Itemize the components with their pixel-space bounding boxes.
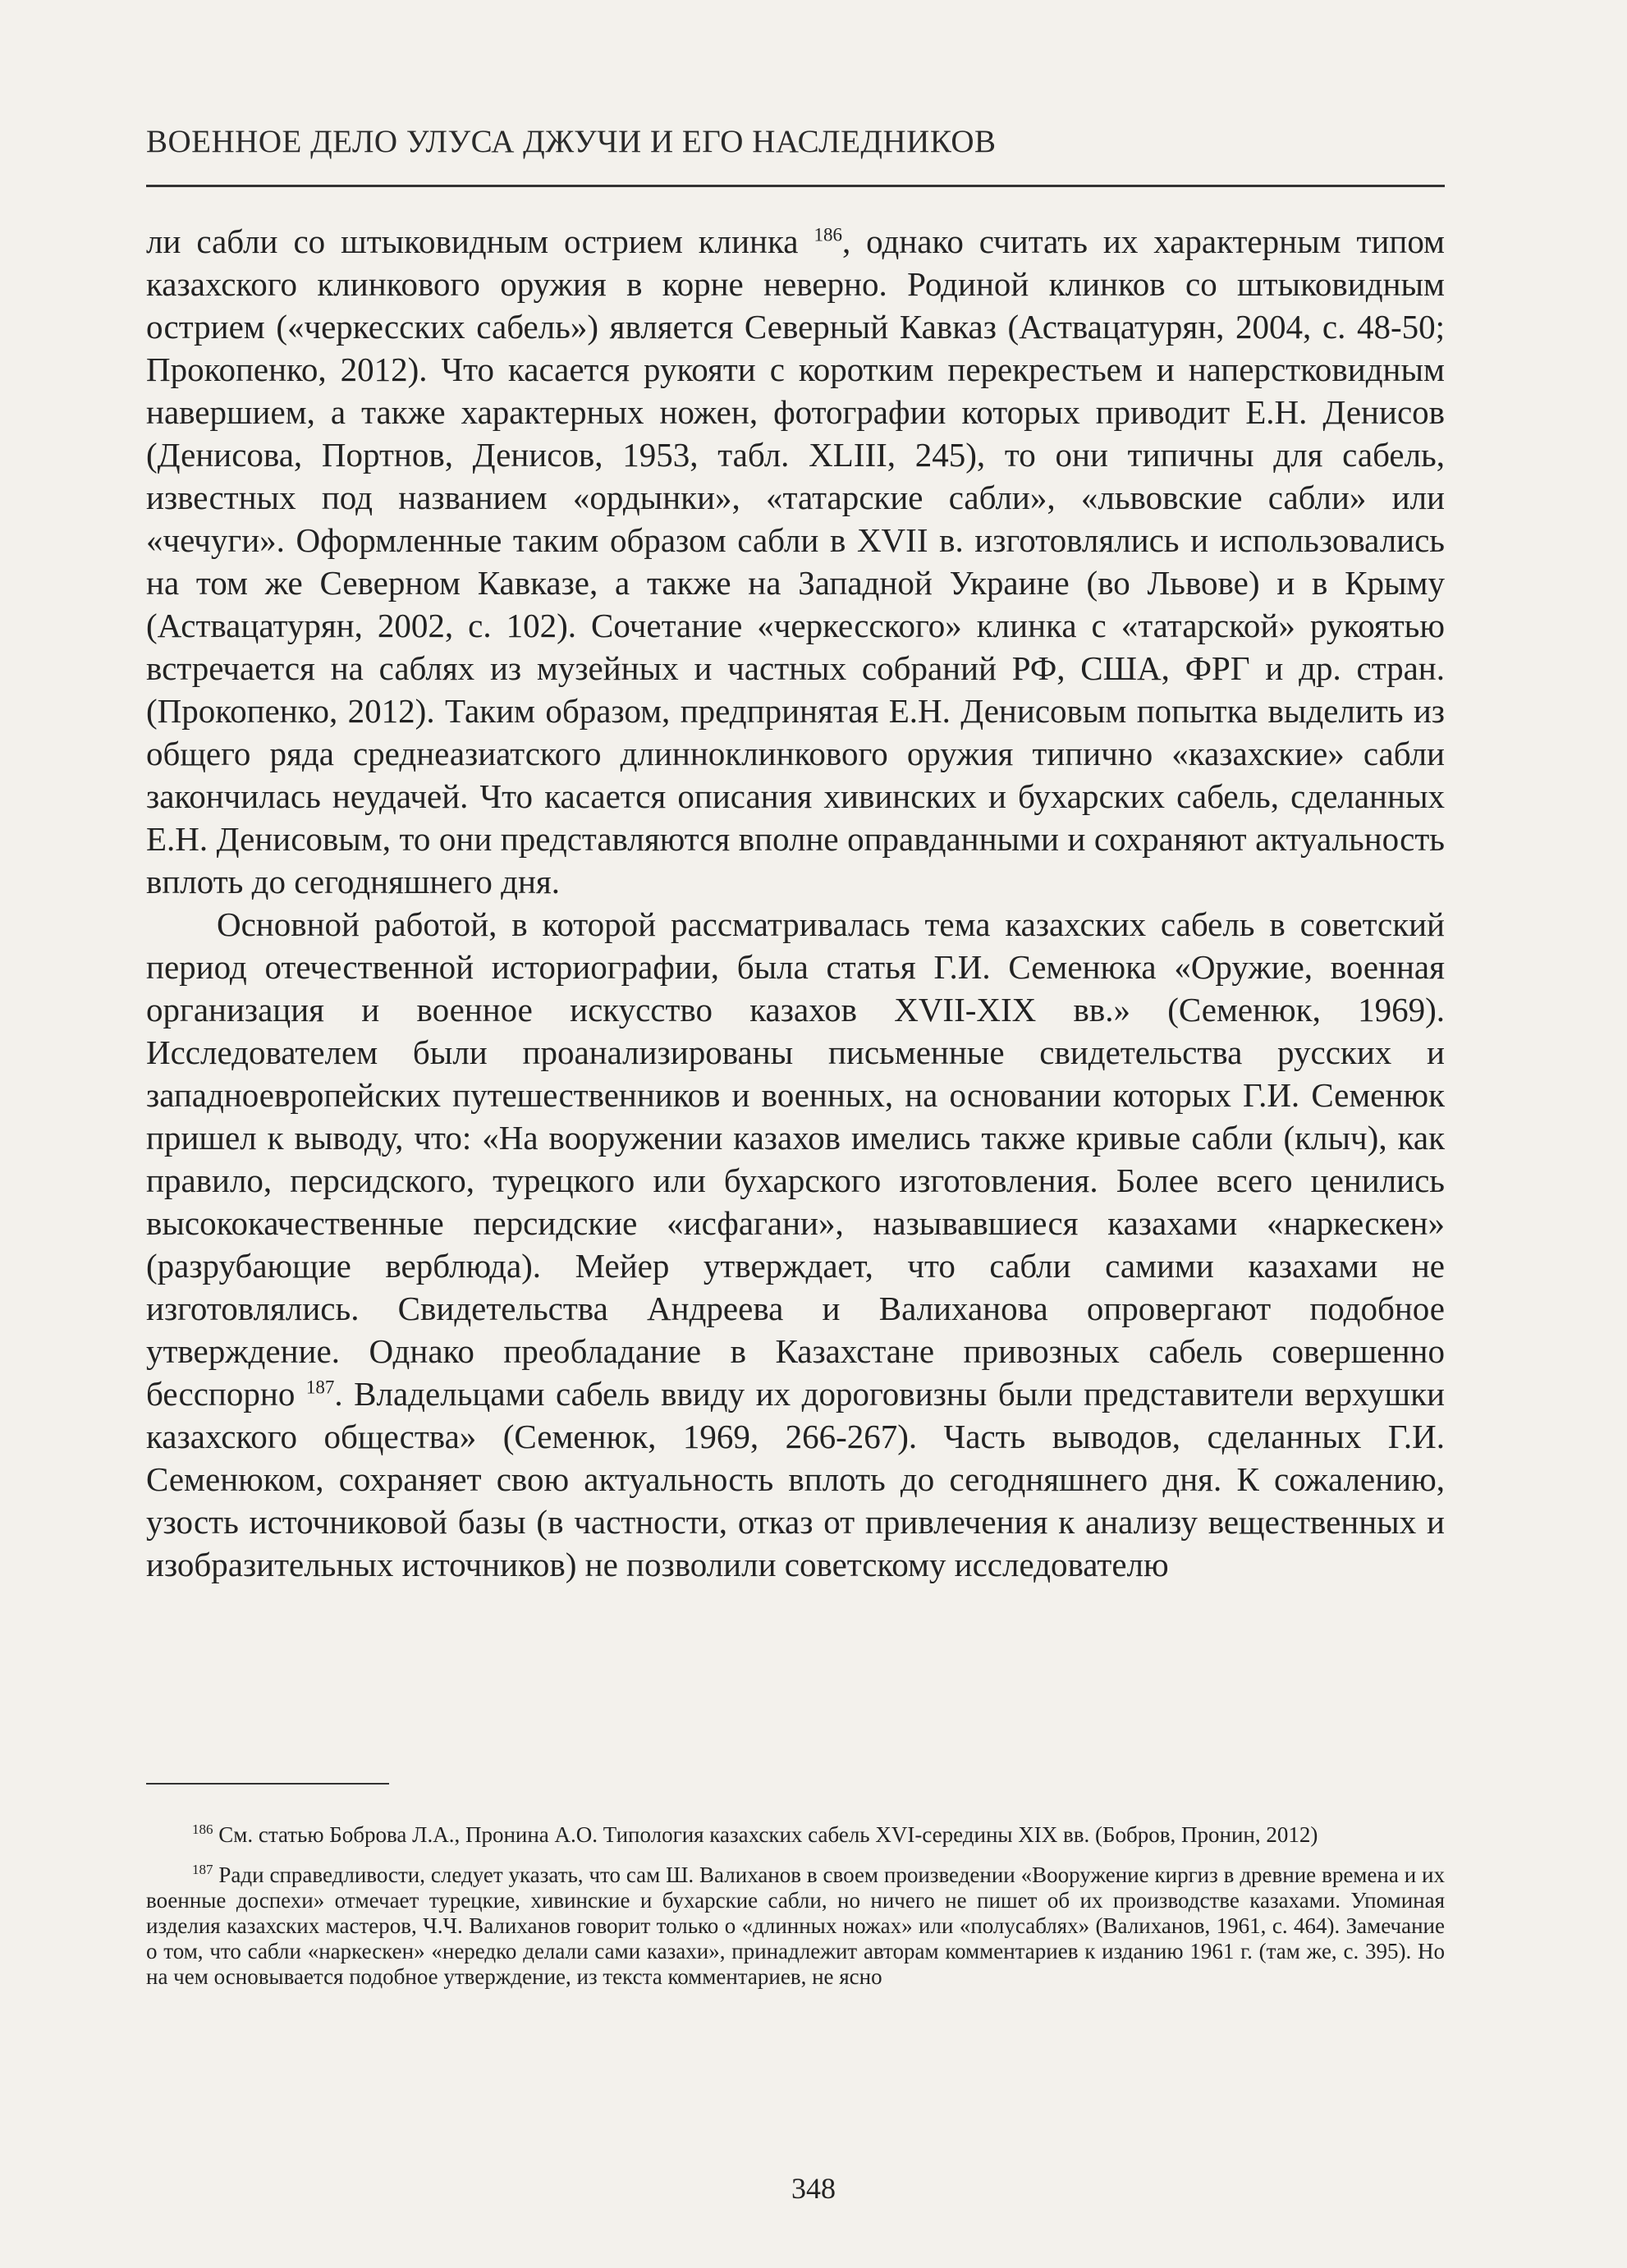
footnote-186 [146,1822,1445,1848]
footnote-text: Ради справедливости, следует указать, что сам Ш. Валиханов в своем произведении «Вооружение киргиз в древние времена и их военные доспехи» отмечает турецкие, хивинские и бухарские сабли, но ничего не пишет об их производстве казахами. Упоминая изделия казахских мастеров, Ч.Ч. Валиханов говорит только о «длинных ножах» или «полусаблях» (Валиханов, 1961, с. 464). Замечание о том, что сабли «наркескен» «нередко делали сами казахи», принадлежит авторам комментариев к изданию 1961 г. (там же, с. 395). Но на чем основывается подобное утверждение, из текста комментариев, не ясно [146,1863,1445,1989]
footnotes [146,1822,1445,2005]
footnote-number: 186 [192,1821,213,1837]
footnote-number: 187 [192,1862,213,1877]
paragraph-1 [146,220,1445,903]
running-head: ВОЕННОЕ ДЕЛО УЛУСА ДЖУЧИ И ЕГО НАСЛЕДНИКОВ [146,124,997,159]
paragraph-2-rest: . Владельцами сабель ввиду их дороговизны были представители верхушки казахского общества» (Семенюк, 1969, 266-267). Часть выводов, сделанных Г.И. Семенюком, сохраняет свою актуальность вплоть до сегодняшнего дня. К сожалению, узость источниковой базы (в частности, отказ от привлечения к анализу вещественных и изобразительных источников) не позволили советскому исследователю [146,1375,1445,1583]
paragraph-1-rest: , однако считать их характерным типом казахского клинкового оружия в корне неверно. Родиной клинков со штыковидным острием («черкесских сабель») является Северный Кавказ (Аствацатурян, 2004, с. 48-50; Прокопенко, 2012). Что касается рукояти с коротким перекрестьем и наперстковидным навершием, а также характерных ножен, фотографии которых приводит Е.Н. Денисов (Денисова, Портнов, Денисов, 1953, табл. XLIII, 245), то они типичны для сабель, известных под названием «ордынки», «татарские сабли», «львовские сабли» или «чечуги». Оформленные таким образом сабли в XVII в. изготовлялись и использовались на том же Северном Кавказе, а также на Западной Украине (во Львове) и в Крыму (Аствацатурян, 2002, с. 102). Сочетание «черкесского» клинка с «татарской» рукоятью встречается на саблях из музейных и частных собраний РФ, США, ФРГ и др. стран. (Прокопенко, 2012). Таким образом, предпринятая Е.Н. Денисовым попытка выделить из общего ряда среднеазиатского длинноклинкового оружия типично «казахские» сабли закончилась неудачей. Что касается описания хивинских и бухарских сабель, сделанных Е.Н. Денисовым, то они представляются вполне оправданными и сохраняют актуальность вплоть до сегодняшнего дня. [146,222,1445,900]
footnote-187 [146,1863,1445,1990]
footnote-text: См. статью Боброва Л.А., Пронина А.О. Типология казахских сабель XVI-середины XIX вв. (Бобров, Пронин, 2012) [213,1822,1318,1847]
paragraph-1-start: ли сабли со штыковидным острием клинка [146,222,814,260]
footnote-ref-186[interactable]: 186 [814,224,842,245]
header-rule [146,185,1445,187]
paragraph-2-start: Основной работой, в которой рассматривалась тема казахских сабель в советский период отечественной историографии, была статья Г.И. Семенюка «Оружие, военная организация и военное искусство казахов XVII-XIX вв.» (Семенюк, 1969). Исследователем были проанализированы письменные свидетельства русских и западноевропейских путешественников и военных, на основании которых Г.И. Семенюк пришел к выводу, что: «На вооружении казахов имелись также кривые сабли (клыч), как правило, персидского, турецкого или бухарского изготовления. Более всего ценились высококачественные персидские «исфагани», называвшиеся казахами «наркескен» (разрубающие верблюда). Мейер утверждает, что сабли самими казахами не изготовлялись. Свидетельства Андреева и Валиханова опровергают подобное утверждение. Однако преобладание в Казахстане привозных сабель совершенно бесспорно [146,905,1445,1413]
paragraph-2 [146,903,1445,1586]
body-text [146,220,1445,1586]
footnote-ref-187[interactable]: 187 [305,1377,335,1398]
page-number: 348 [791,2172,836,2205]
footnote-separator [146,1783,389,1785]
